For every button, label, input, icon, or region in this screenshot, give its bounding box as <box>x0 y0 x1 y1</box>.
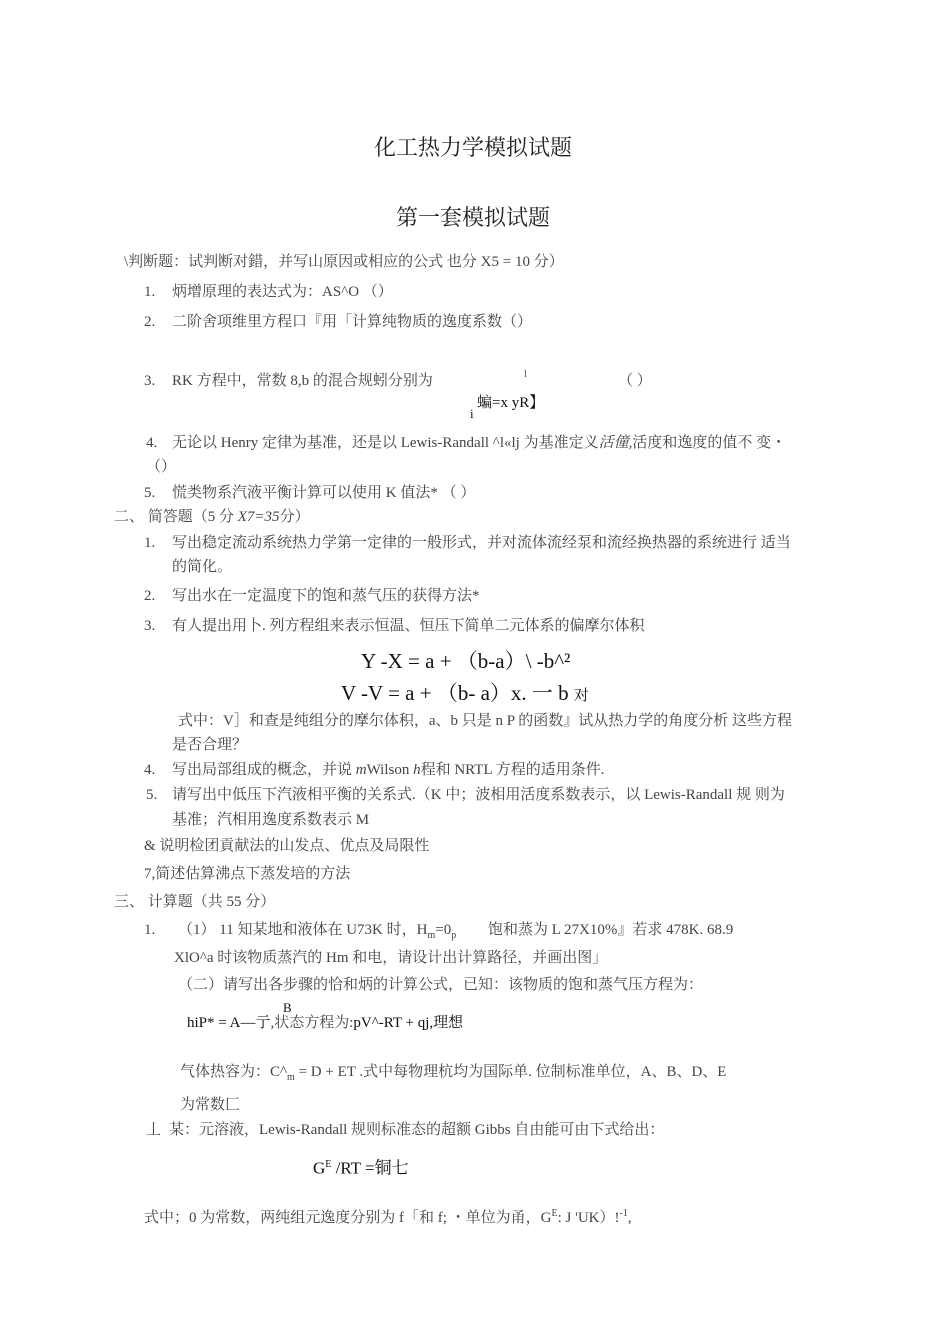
s3-q2-last-c: , <box>627 1210 632 1226</box>
s1-q1-text: 炳增原理的表达式为：AS^O （） <box>172 284 393 300</box>
s3-q1-line2: XlO^a 时该物质蒸汽的 Hm 和电，请设计出计算路径，并画出图」 <box>174 950 608 966</box>
s2-q7-text: 7,简述估算沸点下蒸发培的方法 <box>144 866 351 882</box>
s3-q1-line5-sub: m <box>287 1072 295 1083</box>
s3-q1-line1-a: （1） 11 知某地和液体在 U73K 时，H <box>178 922 428 938</box>
s2-q5-text: 请写出中低压下汽液相平衡的关系式.（K 中；波相用活度系数表示，以 Lewis-Randall 规 则为 <box>172 787 785 803</box>
s3-q1-line6: 为常数匚 <box>180 1097 241 1113</box>
s1-q2-number: 2. <box>144 314 156 330</box>
s2-q5-number: 5. <box>146 787 158 803</box>
s1-q5-number: 5. <box>144 485 156 501</box>
s1-q2-text: 二阶舍项维里方程口『用「计算纯物质的逸度系数（） <box>172 314 533 330</box>
s3-q2-number: 丄 <box>146 1122 162 1138</box>
s2-q3-text: 有人提出用卜. 列方程组来表示恒温、恒压下简单二元体系的偏摩尔体积 <box>172 618 645 634</box>
s1-q4-text-a: 无论以 Henry 定律为基准，还是以 Lewis-Randall ^l«lj 为基准定义 <box>172 435 599 451</box>
s2-q4-text-c: 程和 NRTL 方程的适用条件. <box>420 762 605 778</box>
s3-q2-ge-sup: E <box>325 1159 332 1170</box>
s3-q2-last-b: : J 'UK）! <box>557 1210 620 1226</box>
s3-q2-ge-b: /RT =铜七 <box>331 1158 409 1178</box>
section2-heading-a: 二、 简答题（5 分 <box>114 509 235 525</box>
s2-q3-note: 式中：V］和查是纯组分的摩尔体积，a、b 只是 n P 的函数』试从热力学的角度分析 这些方程 <box>178 713 793 729</box>
s3-q1-number: 1. <box>144 922 156 938</box>
s2-q2-number: 2. <box>144 588 156 604</box>
s2-q5-text-cont: 基准；汽相用逸度系数表示 M <box>172 812 370 828</box>
s2-q3-number: 3. <box>144 618 156 634</box>
s2-q4-number: 4. <box>144 762 156 778</box>
s2-q4-text-b: Wilson <box>366 762 410 778</box>
s1-q4-text <box>172 433 786 453</box>
s1-q3-text: RK 方程中，常数 8,b 的混合规蚓分别为 <box>172 373 433 389</box>
s3-q2-last-sup2: -1 <box>619 1208 628 1219</box>
s3-q2-ge-a: G <box>313 1158 326 1178</box>
s3-q2-last-sup: E <box>551 1208 558 1219</box>
s1-q5-text: 慌类物系汽液平衡计算可以使用 K 值法* （ ） <box>172 485 476 501</box>
s1-q3-number: 3. <box>144 373 156 389</box>
s3-q1-line5-b: = D + ET .式中每物理杭均为国际单. 位制标准单位，A、B、D、E <box>294 1064 727 1080</box>
s3-q1-line5-a: 气体热容为：C^ <box>180 1064 288 1080</box>
section3-heading: 三、 计算题（共 55 分） <box>114 894 276 910</box>
s3-q2-last-line <box>144 1204 632 1228</box>
section1-heading: \判断题：试判断对錯，并写山原因或相应的公式 也分 X5 = 10 分） <box>124 254 564 270</box>
s2-q1-number: 1. <box>144 535 156 551</box>
s2-q4-text-a: 写出局部组成的概念，并说 <box>172 762 353 778</box>
s3-q1-line1-c: 饱和蒸为 L 27X10%』若求 478K. 68.9 <box>487 922 734 938</box>
s3-q1-line1-sub1: m <box>427 930 436 941</box>
section2-heading-italic: X7=35 <box>237 509 280 525</box>
s3-q2-ge-equation <box>313 1155 409 1179</box>
document-subtitle: 第一套模拟试题 <box>396 205 551 230</box>
s1-q3-formula-i: i <box>470 406 474 421</box>
s3-q1-line3: （二）请写出各步骤的恰和炳的计算公式，已知：该物质的饱和蒸气压方程为： <box>178 977 704 993</box>
s3-q1-b-label: B <box>283 1000 292 1015</box>
s1-q4-answer-paren: （） <box>146 459 177 475</box>
s3-q1-line1-b: =0 <box>435 922 452 938</box>
s2-q4-italic-2: h <box>413 762 421 778</box>
s1-q4-text-italic: 活僮, <box>598 435 633 451</box>
s1-q3-formula: 蝙=x yR】 <box>477 395 545 411</box>
s1-q4-number: 4. <box>146 435 158 451</box>
s1-q3-answer-paren: （ ） <box>618 373 652 389</box>
s2-q1-text: 写出稳定流动系统热力学第一定律的一般形式，并对流体流经泵和流经换热器的系统进行 适当 <box>172 535 791 551</box>
document-title: 化工热力学模拟试题 <box>374 135 573 160</box>
s3-q1-equation <box>187 1013 463 1033</box>
s3-q1-line1-sub2: p <box>451 930 457 941</box>
s2-q3-note-cont: 是否合理？ <box>172 737 248 753</box>
equation-2 <box>341 677 589 707</box>
section2-heading-b: 分） <box>279 509 310 525</box>
s3-q1-eq-b: ,状态方程为: <box>270 1015 354 1031</box>
equation-2-suffix: 对 <box>573 688 589 704</box>
s1-q1-number: 1. <box>144 284 156 300</box>
s1-q3-small-mark: l <box>524 369 527 380</box>
s2-q4-text <box>172 760 605 780</box>
equation-1: Y -X = a + （b-a）\ -b^² <box>361 649 571 673</box>
s2-q4-italic-1: m <box>355 762 367 778</box>
s3-q2-text: 某：元溶液，Lewis-Randall 规则标准态的超额 Gibbs 自由能可由下式给出： <box>169 1122 665 1138</box>
s3-q1-eq-a: hiP* = A—亍 <box>187 1015 271 1031</box>
s1-q4-text-b: 活度和逸度的值不 变・ <box>632 435 787 451</box>
s3-q1-line1 <box>178 920 733 946</box>
s2-q1-text-cont: 的简化。 <box>172 559 233 575</box>
s3-q1-eq-c: pV^-RT + qj,理想 <box>353 1015 464 1031</box>
section2-heading <box>114 507 310 527</box>
s2-q2-text: 写出水在一定温度下的饱和蒸气压的获得方法* <box>172 588 480 604</box>
s2-q6-text: & 说明检团貢献法的山发点、优点及局限性 <box>144 838 430 854</box>
s3-q1-line5 <box>180 1062 726 1088</box>
s3-q2-last-a: 式中；0 为常数，两纯组元逸度分别为 f「和 f; ・单位为甬，G <box>144 1210 552 1226</box>
equation-2-main: V -V = a + （b- a）x. 一 b <box>341 681 569 705</box>
